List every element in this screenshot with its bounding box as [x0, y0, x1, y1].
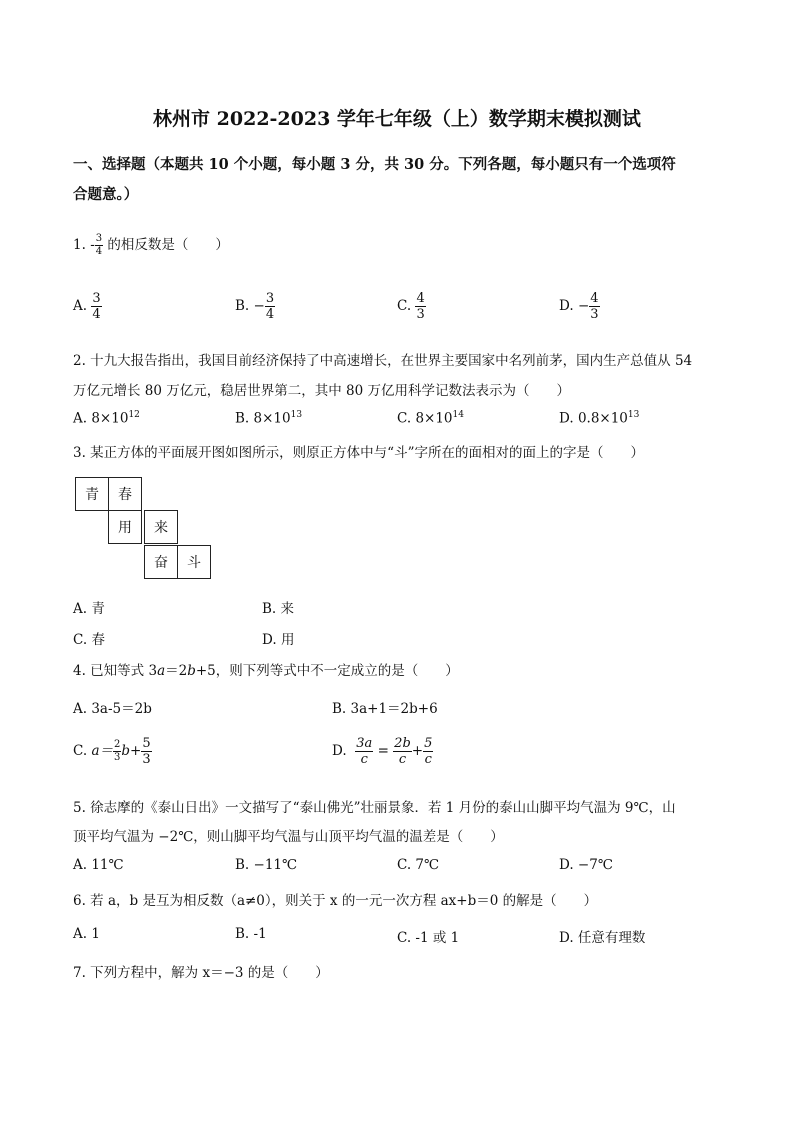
question-4: 4. 已知等式 3a＝2b+5，则下列等式中不一定成立的是（ ） — [73, 663, 459, 679]
option-b: B. -1 — [235, 926, 267, 942]
fraction: $\frac{4}{3}$ — [416, 291, 425, 322]
option-d: D. − $\frac{4}{3}$ — [559, 291, 599, 322]
option-a: A. 1 — [73, 926, 100, 942]
question-number: 1. — [73, 237, 86, 253]
fraction: $\frac{3}{4}$ — [265, 291, 275, 322]
question-7: 7. 下列方程中，解为 x＝−3 的是（ ） — [73, 965, 329, 981]
option-d: D. $\frac{3a}{c}$ = $\frac{2b}{c}$ + $\frac{5}{c}$ — [332, 736, 433, 767]
option-d: D. −7℃ — [559, 857, 613, 873]
section-heading-line2: 合题意。） — [73, 186, 139, 203]
fraction: $\frac{3}{4}$ — [92, 291, 101, 322]
option-d: D. $0.8\times 10^{13}$ — [559, 410, 640, 427]
option-a: A. 11℃ — [73, 857, 124, 873]
option-c: C. $8\times 10^{14}$ — [397, 410, 464, 427]
question-1 — [73, 233, 229, 257]
option-c: C. 7℃ — [397, 857, 440, 873]
option-d: D. 用 — [262, 632, 295, 648]
option-c: C. -1 或 1 — [397, 930, 460, 946]
question-3: 3. 某正方体的平面展开图如图所示，则原正方体中与“斗”字所在的面相对的面上的字是（ ） — [73, 445, 644, 461]
net-cell: 青 — [75, 477, 109, 511]
question-5-line2: 顶平均气温为 −2℃，则山脚平均气温与山顶平均气温的温差是（ ） — [73, 829, 504, 845]
option-b: B. 3a+1＝2b+6 — [332, 701, 438, 717]
net-cell: 来 — [144, 510, 178, 544]
net-cell: 奋 — [144, 545, 178, 579]
option-a: A. $\frac{3}{4}$ — [73, 291, 101, 322]
option-d: D. 任意有理数 — [559, 930, 646, 946]
section-heading-line1: 一、选择题（本题共 10 个小题，每小题 3 分，共 30 分。下列各题，每小题只有一个选项符 — [73, 156, 676, 173]
fraction: $\frac{4}{3}$ — [590, 291, 599, 322]
negative-sign: - — [90, 237, 95, 253]
question-stem: 的相反数是（ ） — [107, 237, 229, 253]
option-b: B. −11℃ — [235, 857, 298, 873]
option-a: A. 青 — [73, 601, 105, 617]
fraction: $\frac{3}{4}$ — [95, 233, 103, 257]
question-2-line2: 万亿元增长 80 万亿元，稳居世界第二，其中 80 万亿用科学记数法表示为（ ） — [73, 383, 571, 399]
option-b: B. 来 — [262, 601, 295, 617]
net-cell: 用 — [108, 510, 142, 544]
option-c: C. $\frac{4}{3}$ — [397, 291, 425, 322]
question-6: 6. 若 a，b 是互为相反数（a≠0），则关于 x 的一元一次方程 ax+b＝0 的解是（ ） — [73, 893, 598, 909]
option-b: B. − $\frac{3}{4}$ — [235, 291, 275, 322]
net-cell: 斗 — [177, 545, 211, 579]
option-c: C. a＝ $\frac{2}{3}$ b+ $\frac{5}{3}$ — [73, 736, 151, 767]
option-a: A. $8\times 10^{12}$ — [73, 410, 140, 427]
option-c: C. 春 — [73, 632, 105, 648]
net-cell: 春 — [108, 477, 142, 511]
option-b: B. $8\times 10^{13}$ — [235, 410, 303, 427]
page-title: 林州市 2022-2023 学年七年级（上）数学期末模拟测试 — [153, 108, 641, 130]
option-a: A. 3a-5＝2b — [73, 701, 152, 717]
question-5-line1: 5. 徐志摩的《泰山日出》一文描写了“泰山佛光”壮丽景象．若 1 月份的泰山山脚平均气温为 9℃，山 — [73, 800, 676, 816]
question-2-line1: 2. 十九大报告指出，我国目前经济保持了中高速增长，在世界主要国家中名列前茅，国内生产总值从 54 — [73, 353, 693, 369]
